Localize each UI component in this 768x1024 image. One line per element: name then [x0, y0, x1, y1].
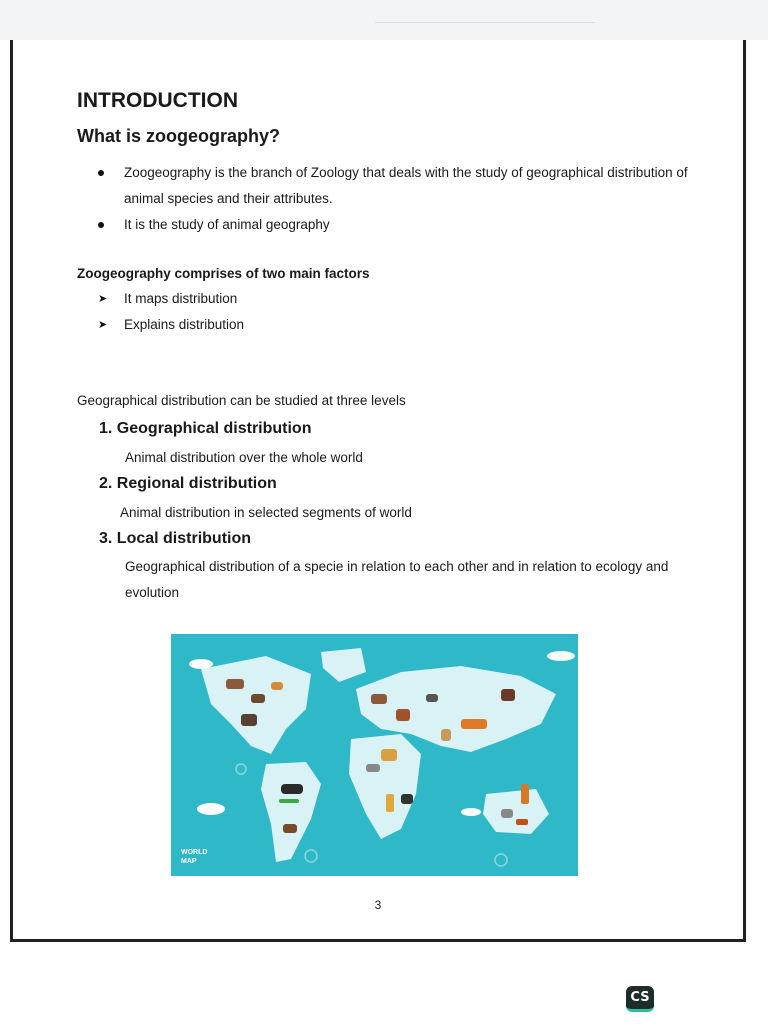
definition-text: Zoogeography is the branch of Zoology that deals with the study of geographical distribution of animal species and their attributes. [124, 165, 688, 206]
level-number: 2. [99, 475, 113, 492]
bullet-icon [98, 222, 104, 228]
page-number: 3 [374, 898, 382, 912]
level-description: Geographical distribution of a specie in relation to each other and in relation to ecology and evolution [125, 559, 669, 600]
camscanner-badge-icon[interactable] [626, 986, 654, 1012]
level-number: 3. [99, 530, 113, 547]
level-title: Regional distribution [116, 475, 277, 492]
definition-list [98, 160, 708, 238]
definition-item [98, 160, 708, 212]
factor-text: It maps distribution [124, 291, 238, 306]
definition-text: It is the study of animal geography [124, 217, 330, 232]
level-description: Animal distribution over the whole world [125, 450, 363, 465]
level-heading [99, 420, 311, 438]
badge-text: CS [630, 990, 650, 1005]
world-map-illustration [171, 634, 578, 876]
level-description: Animal distribution in selected segments of world [120, 505, 412, 520]
page-title: INTRODUCTION [77, 89, 238, 112]
factors-heading: Zoogeography comprises of two main factors [77, 266, 370, 281]
arrow-bullet-icon: ➤ [98, 319, 108, 331]
section-subtitle: What is zoogeography? [77, 126, 281, 146]
level-title: Local distribution [116, 530, 252, 547]
document-page [10, 40, 746, 942]
level-title: Geographical distribution [116, 420, 312, 437]
level-number: 1. [99, 420, 113, 437]
level-heading [99, 475, 277, 493]
map-caption-line: MAP [181, 858, 197, 865]
factor-item [98, 312, 244, 338]
viewer-top-strip [0, 0, 768, 40]
bullet-icon [98, 170, 104, 176]
definition-item [98, 212, 708, 238]
factor-item [98, 286, 244, 312]
arrow-bullet-icon: ➤ [98, 293, 108, 305]
factor-text: Explains distribution [124, 317, 245, 332]
levels-intro: Geographical distribution can be studied at three levels [77, 393, 406, 408]
world-map-figure [171, 634, 578, 876]
map-caption-line: WORLD [181, 849, 208, 856]
factors-list [98, 286, 244, 338]
top-divider [375, 22, 595, 23]
level-heading [99, 530, 251, 548]
